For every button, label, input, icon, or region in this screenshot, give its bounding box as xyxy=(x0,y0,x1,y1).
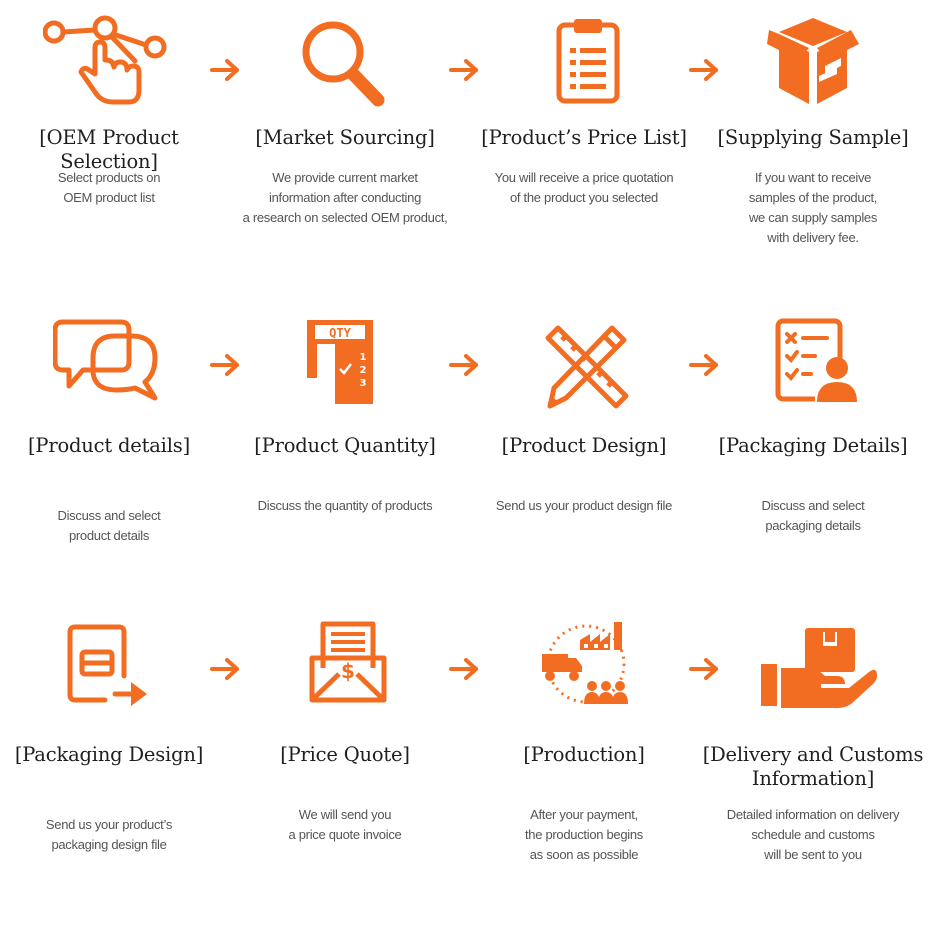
step-description: We provide current market information after conducting a research on selected OEM product, xyxy=(242,170,448,225)
arrow-right-icon xyxy=(209,657,241,686)
svg-text:2: 2 xyxy=(359,365,367,376)
step-description: We will send you a price quote invoice xyxy=(288,807,402,842)
step-title: [Packaging Design] xyxy=(14,743,204,766)
svg-text:QTY: QTY xyxy=(329,326,351,340)
step-description: Discuss the quantity of products xyxy=(257,498,433,513)
arrow-right-icon xyxy=(448,58,480,87)
arrow-right-icon xyxy=(448,353,480,382)
svg-text:$: $ xyxy=(341,659,355,683)
step-description: Detailed information on delivery schedule and customs will be sent to you xyxy=(726,807,900,862)
arrow-right-icon xyxy=(209,353,241,382)
step-title: [Production] xyxy=(523,743,645,766)
step-description: Discuss and select product details xyxy=(57,508,161,543)
step-title: [Price Quote] xyxy=(280,743,410,766)
step-description: Send us your product’s packaging design file xyxy=(45,817,173,852)
arrow-right-icon xyxy=(688,657,720,686)
chat-bubbles-icon xyxy=(53,318,163,404)
step-title: [Product’s Price List] xyxy=(481,126,687,149)
step-description: Discuss and select packaging details xyxy=(761,498,865,533)
step-title: [Market Sourcing] xyxy=(255,126,435,149)
step-title: [Packaging Details] xyxy=(718,434,908,457)
pencil-ruler-icon xyxy=(542,322,632,412)
step-title: [Product Quantity] xyxy=(254,434,436,457)
step-description: If you want to receive samples of the product, we can supply samples with delivery fee. xyxy=(748,170,878,245)
hand-box-icon xyxy=(759,626,879,710)
clipboard-list-icon xyxy=(556,16,620,104)
arrow-right-icon xyxy=(688,58,720,87)
step-description: Select products on OEM product list xyxy=(57,170,161,205)
step-title: [Supplying Sample] xyxy=(717,126,909,149)
svg-text:3: 3 xyxy=(359,378,367,389)
svg-text:1: 1 xyxy=(359,352,367,363)
step-title: [Delivery and Customs Information] xyxy=(702,743,924,790)
magnifier-icon xyxy=(299,18,389,108)
step-title: [Product details] xyxy=(28,434,190,457)
arrow-right-icon xyxy=(448,657,480,686)
arrow-right-icon xyxy=(209,58,241,87)
invoice-envelope-icon xyxy=(309,620,387,704)
step-description: You will receive a price quotation of the product you selected xyxy=(494,170,674,205)
step-description: Send us your product design file xyxy=(495,498,673,513)
open-box-icon xyxy=(765,16,861,108)
arrow-right-icon xyxy=(688,353,720,382)
network-hand-click-icon xyxy=(43,14,173,106)
document-send-icon xyxy=(67,624,151,710)
step-title: [Product Design] xyxy=(501,434,667,457)
qty-list-icon xyxy=(307,320,375,406)
step-title: [OEM Product Selection] xyxy=(39,126,179,173)
checklist-person-icon xyxy=(775,318,861,404)
factory-truck-icon xyxy=(538,620,634,710)
step-description: After your payment, the production begins as soon as possible xyxy=(524,807,643,862)
